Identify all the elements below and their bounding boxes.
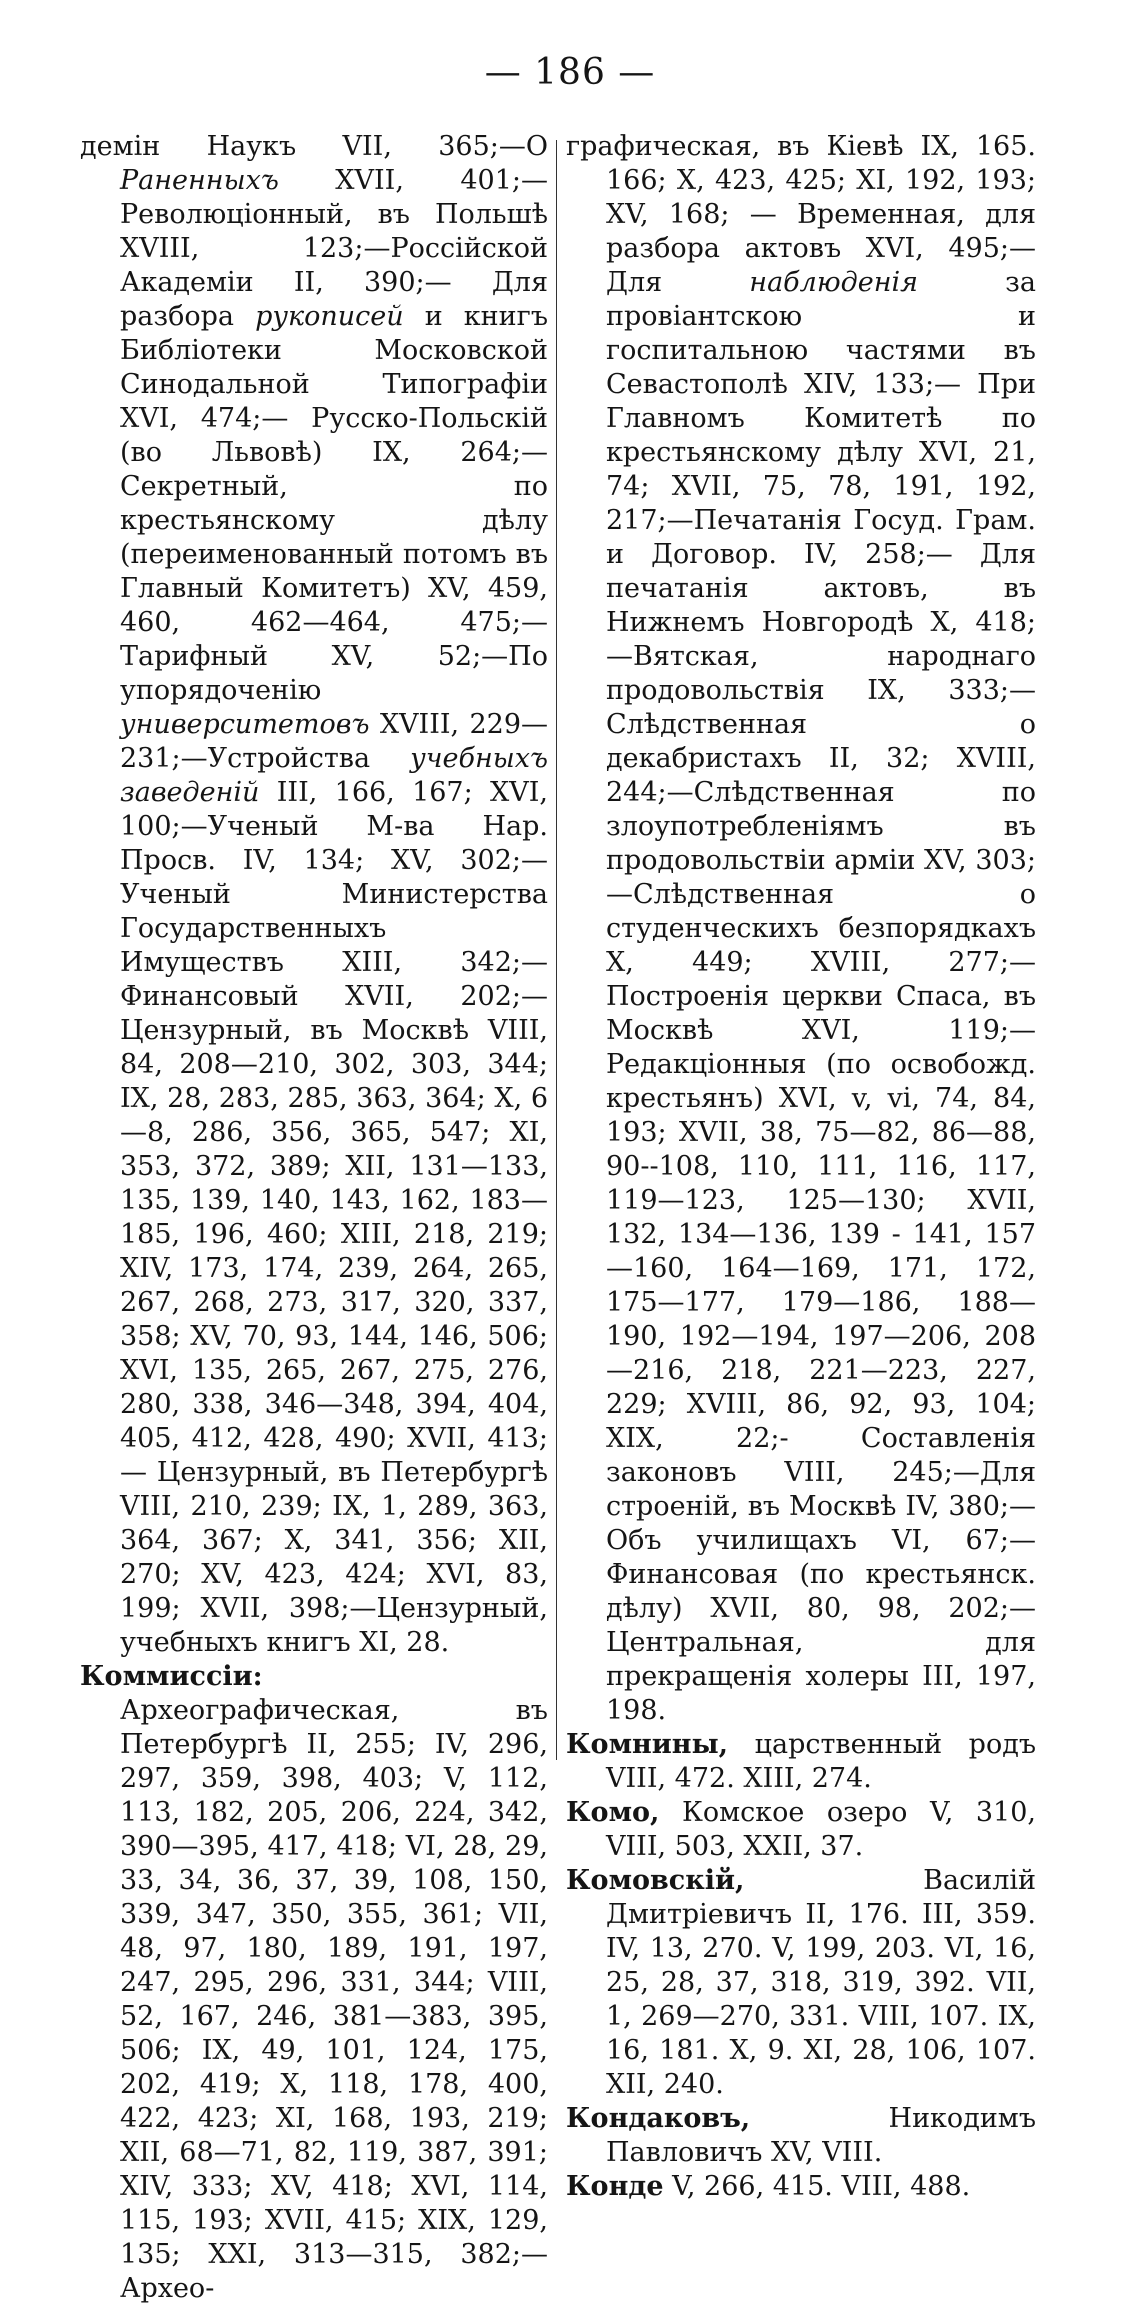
- index-entry: [566, 2102, 1036, 2170]
- entry-body: V, 266, 415. VIII, 488.: [663, 2171, 971, 2202]
- text-segment: III, 166, 167; XVI, 100;—Ученый М-ва Нар. Просв. IV, 134; XV, 302;—Ученый Министерства Государственныхъ Имуществъ XIII, 342;—Финансовый XVII, 202;—Цензурный, въ Москвѣ VIII, 84, 208—210, 302, 303, 344; IX, 28, 283, 285, 363, 364; X, 6—8, 286, 356, 365, 547; XI, 353, 372, 389; XII, 131—133, 135, 139, 140, 143, 162, 183—185, 196, 460; XIII, 218, 219; XIV, 173, 174, 239, 264, 265, 267, 268, 273, 317, 320, 337, 358; XV, 70, 93, 144, 146, 506; XVI, 135, 265, 267, 275, 276, 280, 338, 346—348, 394, 404, 405, 412, 428, 490; XVII, 413; — Цензурный, въ Петербургѣ VIII, 210, 239; IX, 1, 289, 363, 364, 367; X, 341, 356; XII, 270; XV, 423, 424; XVI, 83, 199; XVII, 398;—Цензурный, учебныхъ книгъ XI, 28.: [120, 777, 548, 1658]
- entry-headword: Комнины,: [566, 1729, 729, 1760]
- text-segment: и книгъ Библіотеки Московской Синодальной Типографіи XVI, 474;— Русско-Польскій (во Львовѣ) IX, 264;—Секретный, по крестьянскому дѣлу (переименованный потомъ въ Главный Комитетъ) XV, 459, 460, 462—464, 475;— Тарифный XV, 52;—По упорядоченію: [120, 301, 548, 706]
- italic-term: университетовъ: [120, 709, 370, 740]
- index-entry: [566, 1796, 1036, 1864]
- entry-headword: Конде: [566, 2171, 664, 2202]
- text-segment: XVIII, 229—231;—Устройства: [120, 709, 548, 774]
- italic-term: Раненныхъ: [120, 165, 279, 196]
- index-entry: [566, 2170, 1036, 2204]
- column-divider: [556, 140, 557, 1760]
- entry-body: Василій Дмитріевичъ II, 176. III, 359. IV, 13, 270. V, 199, 203. VI, 16, 25, 28, 37, 318, 319, 392. VII, 1, 269—270, 331. VIII, 107. IX, 16, 181. X, 9. XI, 28, 106, 107. XII, 240.: [606, 1865, 1036, 2100]
- right-column: [566, 130, 1036, 2204]
- text-segment: демін Наукъ VII, 365;—О: [80, 131, 548, 162]
- page-number: — 186 —: [484, 52, 656, 93]
- entry-headword: Кондаковъ,: [566, 2103, 751, 2134]
- text-segment: XVII, 401;—Революціонный, въ Польшѣ XVIII, 123;—Россійской Академіи II, 390;— Для разбора: [120, 165, 548, 332]
- italic-term: наблюденія: [749, 267, 919, 298]
- text-segment: графическая, въ Кіевѣ IX, 165. 166; X, 423, 425; XI, 192, 193; XV, 168; — Временная, для разбора актовъ XVI, 495;—Для: [566, 131, 1036, 298]
- entry-body: Комское озеро V, 310, VIII, 503, XXII, 37.: [606, 1797, 1036, 1862]
- continued-entry-text: [80, 130, 548, 1660]
- entry-body: Никодимъ Павловичъ XV, VIII.: [606, 2103, 1036, 2168]
- entry-body: царственный родъ VIII, 472. XIII, 274.: [606, 1729, 1036, 1794]
- entry-body: Археографическая, въ Петербургѣ II, 255; IV, 296, 297, 359, 398, 403; V, 112, 113, 182, 205, 206, 224, 342, 390—395, 417, 418; VI, 28, 29, 33, 34, 36, 37, 39, 108, 150, 339, 347, 350, 355, 361; VII, 48, 97, 180, 189, 191, 197, 247, 295, 296, 331, 344; VIII, 52, 167, 246, 381—383, 395, 506; IX, 49, 101, 124, 175, 202, 419; X, 118, 178, 400, 422, 423; XI, 168, 193, 219; XII, 68—71, 82, 119, 387, 391; XIV, 333; XV, 418; XVI, 114, 115, 193; XVII, 415; XIX, 129, 135; XXI, 313—315, 382;—Архео-: [120, 1695, 548, 2304]
- index-entry: [566, 1728, 1036, 1796]
- entry-headword: Комовскій,: [566, 1865, 745, 1896]
- index-entry: [566, 1864, 1036, 2102]
- text-segment: за провіантскою и госпитальною частями въ Севастополѣ XIV, 133;— При Главномъ Комитетѣ по крестьянскому дѣлу XVI, 21, 74; XVII, 75, 78, 191, 192, 217;—Печатанія Госуд. Грам. и Договор. IV, 258;— Для печатанія актовъ, въ Нижнемъ Новгородѣ X, 418;—Вятская, народнаго продовольствія IX, 333;— Слѣдственная о декабристахъ II, 32; XVIII, 244;—Слѣдственная по злоупотребленіямъ въ продовольствіи арміи XV, 303;—Слѣдственная о студенческихъ безпорядкахъ X, 449; XVIII, 277;—Построенія церкви Спаса, въ Москвѣ XVI, 119;—Редакціонныя (по освобожд. крестьянъ) XVI, v, vi, 74, 84, 193; XVII, 38, 75—82, 86—88, 90--108, 110, 111, 116, 117, 119—123, 125—130; XVII, 132, 134—136, 139 - 141, 157—160, 164—169, 171, 172, 175—177, 179—186, 188—190, 192—194, 197—206, 208—216, 218, 221—223, 227, 229; XVIII, 86, 92, 93, 104; XIX, 22;- Составленія законовъ VIII, 245;—Для строеній, въ Москвѣ IV, 380;—Объ училищахъ VI, 67;—Финансовая (по крестьянск. дѣлу) XVII, 80, 98, 202;—Центральная, для прекращенія холеры III, 197, 198.: [606, 267, 1036, 1726]
- italic-term: учебныхъ заведеній: [120, 743, 548, 808]
- left-column: [80, 130, 548, 2306]
- index-entry-kommissii: [80, 1660, 548, 2306]
- italic-term: рукописей: [255, 301, 404, 332]
- entry-headword: Коммиссіи:: [80, 1661, 263, 1692]
- entry-headword: Комо,: [566, 1797, 660, 1828]
- continued-entry-text: [566, 130, 1036, 1728]
